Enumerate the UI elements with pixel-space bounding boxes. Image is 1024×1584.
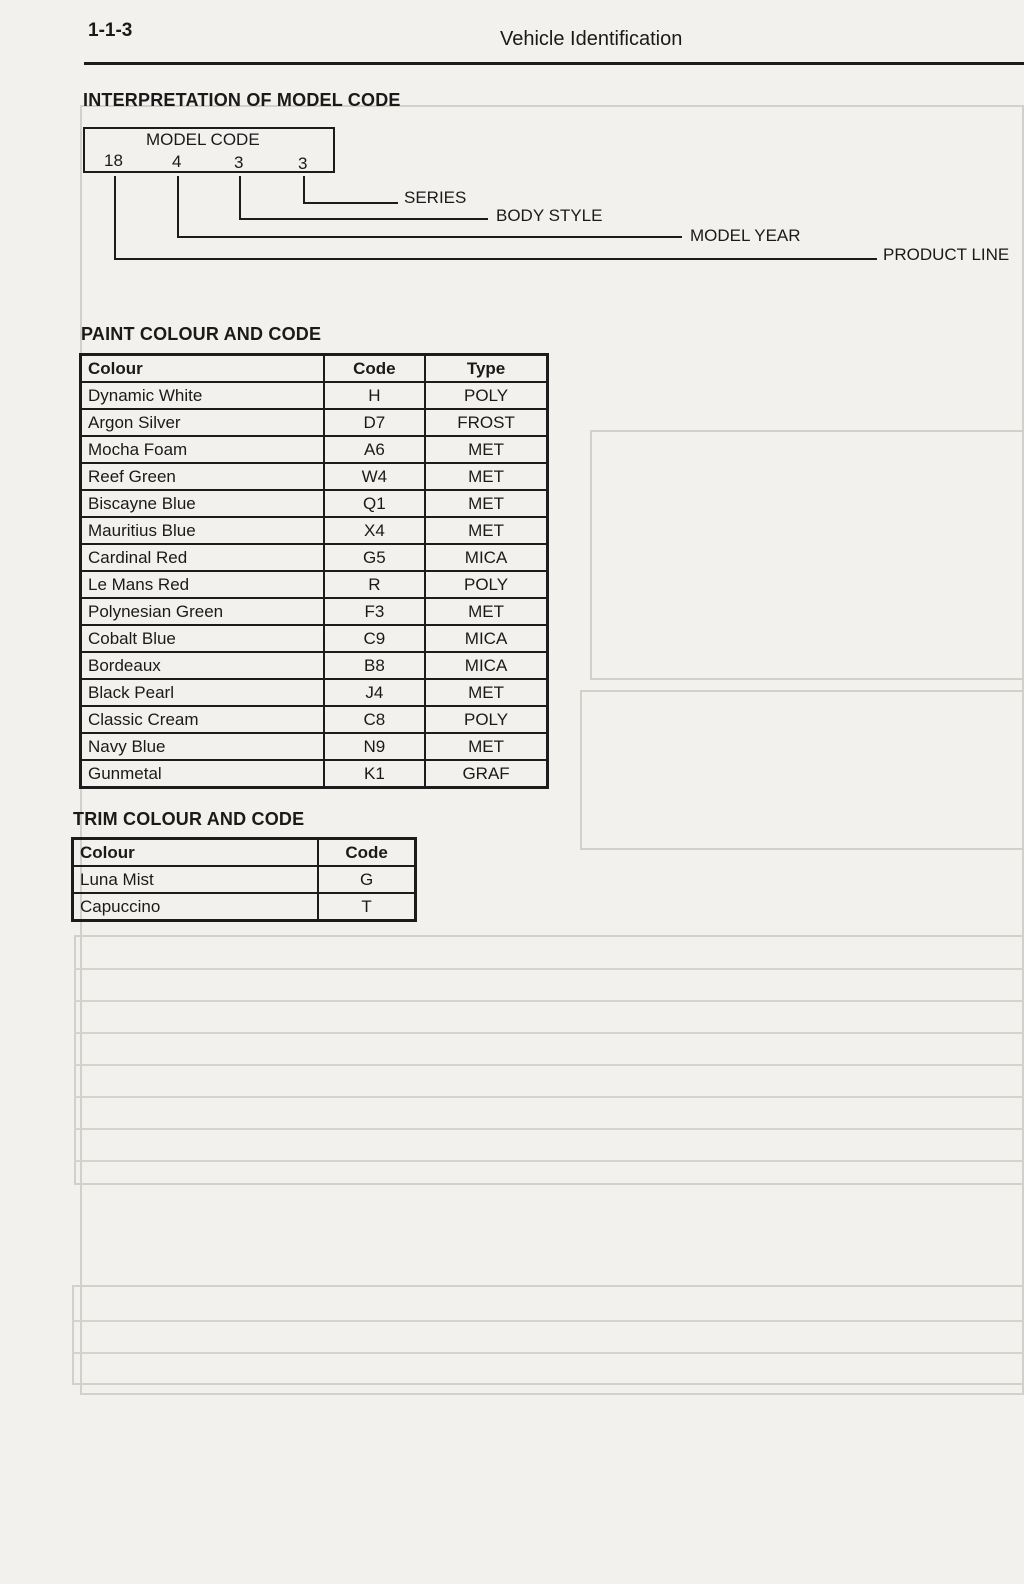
paint-colour-cell: Bordeaux: [81, 652, 324, 679]
paint-type-cell: MICA: [425, 652, 547, 679]
paint-type-cell: POLY: [425, 706, 547, 733]
paint-type-cell: MET: [425, 436, 547, 463]
paint-colour-cell: Black Pearl: [81, 679, 324, 706]
callout-body-style: BODY STYLE: [496, 206, 603, 225]
trim-colour-cell: Luna Mist: [73, 866, 319, 893]
paint-code-cell: B8: [324, 652, 425, 679]
paint-table: [79, 353, 549, 789]
paint-code-cell: A6: [324, 436, 425, 463]
trim-code-cell: T: [318, 893, 415, 921]
callout-series: SERIES: [404, 188, 467, 207]
table-row: [81, 571, 548, 598]
table-row: [81, 436, 548, 463]
show-through-line: [72, 1320, 1024, 1322]
show-through-line: [74, 1000, 1024, 1002]
model-code-box-label: MODEL CODE: [146, 130, 260, 149]
show-through-box: [590, 430, 1024, 680]
callout-model-year: MODEL YEAR: [690, 226, 801, 245]
table-row: [81, 409, 548, 436]
table-row: [81, 544, 548, 571]
leader-line-series: [304, 176, 398, 203]
show-through-box: [72, 1285, 1024, 1385]
trim-table-header-row: [73, 839, 416, 867]
paint-colour-cell: Cobalt Blue: [81, 625, 324, 652]
trim-colour-cell: Capuccino: [73, 893, 319, 921]
paint-code-cell: R: [324, 571, 425, 598]
paint-code-cell: W4: [324, 463, 425, 490]
paint-colour-cell: Polynesian Green: [81, 598, 324, 625]
show-through-box: [74, 935, 1024, 1185]
table-row: [73, 866, 416, 893]
model-digit-series: 3: [298, 154, 308, 173]
paint-colour-cell: Reef Green: [81, 463, 324, 490]
page-header-title: Vehicle Identification: [500, 28, 683, 50]
model-code-leader-lines: [0, 0, 1024, 280]
model-digit-model-year: 4: [172, 152, 182, 171]
paint-colour-cell: Gunmetal: [81, 760, 324, 788]
paint-type-cell: GRAF: [425, 760, 547, 788]
paint-type-cell: MICA: [425, 544, 547, 571]
paint-header-type: Type: [425, 355, 547, 383]
show-through-line: [74, 1128, 1024, 1130]
paint-type-cell: FROST: [425, 409, 547, 436]
paint-code-cell: G5: [324, 544, 425, 571]
show-through-line: [74, 1032, 1024, 1034]
callout-product-line: PRODUCT LINE: [883, 245, 1010, 264]
paint-code-cell: H: [324, 382, 425, 409]
paint-type-cell: POLY: [425, 571, 547, 598]
table-row: [81, 625, 548, 652]
table-row: [81, 517, 548, 544]
show-through-line: [74, 968, 1024, 970]
table-row: [81, 652, 548, 679]
show-through-line: [72, 1352, 1024, 1354]
model-code-section-title: INTERPRETATION OF MODEL CODE: [83, 90, 401, 110]
trim-table: [71, 837, 417, 922]
paint-type-cell: MET: [425, 679, 547, 706]
paint-table-header-row: [81, 355, 548, 383]
table-row: [73, 893, 416, 921]
paint-code-cell: F3: [324, 598, 425, 625]
show-through-box: [580, 690, 1024, 850]
table-row: [81, 463, 548, 490]
paint-type-cell: MET: [425, 517, 547, 544]
table-row: [81, 706, 548, 733]
paint-colour-cell: Le Mans Red: [81, 571, 324, 598]
paint-colour-cell: Navy Blue: [81, 733, 324, 760]
paint-code-cell: Q1: [324, 490, 425, 517]
paint-colour-cell: Mocha Foam: [81, 436, 324, 463]
paint-colour-cell: Mauritius Blue: [81, 517, 324, 544]
show-through-line: [74, 1096, 1024, 1098]
trim-code-cell: G: [318, 866, 415, 893]
paint-type-cell: MET: [425, 490, 547, 517]
paint-section-title: PAINT COLOUR AND CODE: [81, 324, 322, 344]
paint-colour-cell: Classic Cream: [81, 706, 324, 733]
table-row: [81, 382, 548, 409]
table-row: [81, 598, 548, 625]
paint-colour-cell: Dynamic White: [81, 382, 324, 409]
paint-code-cell: X4: [324, 517, 425, 544]
paint-code-cell: K1: [324, 760, 425, 788]
paint-colour-cell: Argon Silver: [81, 409, 324, 436]
paint-type-cell: MET: [425, 733, 547, 760]
paint-colour-cell: Cardinal Red: [81, 544, 324, 571]
show-through-line: [74, 1064, 1024, 1066]
table-row: [81, 733, 548, 760]
paint-type-cell: MET: [425, 463, 547, 490]
model-digit-product-line: 18: [104, 151, 123, 170]
paint-code-cell: N9: [324, 733, 425, 760]
show-through-line: [74, 1160, 1024, 1162]
paint-colour-cell: Biscayne Blue: [81, 490, 324, 517]
table-row: [81, 490, 548, 517]
paint-type-cell: MICA: [425, 625, 547, 652]
paint-header-code: Code: [324, 355, 425, 383]
model-digit-body-style: 3: [234, 153, 244, 172]
paint-type-cell: POLY: [425, 382, 547, 409]
page-number: 1-1-3: [88, 20, 133, 41]
paint-code-cell: J4: [324, 679, 425, 706]
trim-header-code: Code: [318, 839, 415, 867]
paint-code-cell: C9: [324, 625, 425, 652]
paint-code-cell: C8: [324, 706, 425, 733]
trim-header-colour: Colour: [73, 839, 319, 867]
paint-header-colour: Colour: [81, 355, 324, 383]
trim-section-title: TRIM COLOUR AND CODE: [73, 809, 305, 829]
paint-code-cell: D7: [324, 409, 425, 436]
paint-type-cell: MET: [425, 598, 547, 625]
table-row: [81, 679, 548, 706]
table-row: [81, 760, 548, 788]
